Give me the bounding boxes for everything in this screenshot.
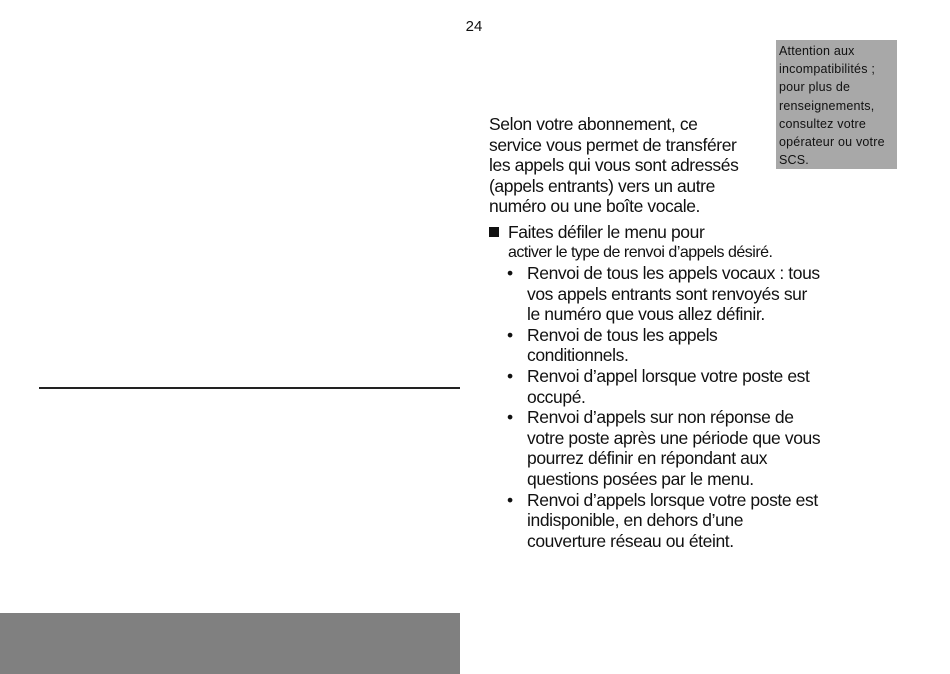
list-item (507, 366, 852, 407)
option-line: • Renvoi d’appels lorsque votre poste est (527, 489, 818, 510)
square-bullet-icon (489, 227, 499, 237)
intro-line: (appels entrants) vers un autre (489, 175, 715, 196)
option-line: • Renvoi de tous les appels vocaux : tous (527, 263, 820, 283)
option-line: vos appels entrants sont renvoyés sur (527, 283, 807, 304)
footer-band (0, 613, 460, 674)
intro-line: numéro ou une boîte vocale. (489, 196, 701, 217)
option-line: le numéro que vous allez définir. (527, 304, 765, 325)
intro-paragraph (489, 114, 765, 217)
option-line: questions posées par le menu. (527, 468, 754, 489)
option-line: indisponible, en dehors d’une (527, 510, 744, 531)
note-line: SCS. (779, 153, 809, 168)
note-line: incompatibilités ; (779, 62, 876, 77)
option-line: pourrez définir en répondant aux (527, 448, 768, 469)
instruction-text: Faites défiler le menu pour (508, 222, 705, 242)
intro-line: les appels qui vous sont adressés (489, 155, 739, 176)
instruction-text-continued: activer le type de renvoi d’appels désiré. (508, 243, 773, 261)
list-item (507, 263, 852, 325)
option-line: votre poste après une période que vous (527, 427, 821, 448)
option-line: conditionnels. (527, 345, 629, 366)
section-divider (39, 387, 460, 389)
forwarding-options-list (507, 263, 852, 551)
list-item (507, 407, 852, 489)
note-line: Attention aux (779, 44, 855, 58)
option-line: • Renvoi d’appels sur non réponse de (527, 407, 794, 428)
note-line: renseignements, (779, 98, 875, 113)
menu-instruction (489, 222, 839, 263)
note-line: pour plus de (779, 80, 851, 95)
note-line: opérateur ou votre (779, 135, 885, 150)
note-line: consultez votre (779, 116, 867, 131)
intro-line: service vous permet de transférer (489, 134, 737, 155)
list-item (507, 490, 852, 552)
page-number: 24 (465, 18, 483, 35)
compatibility-note (776, 40, 897, 169)
option-line: • Renvoi d’appel lorsque votre poste est (527, 365, 810, 386)
intro-line: Selon votre abonnement, ce (489, 114, 698, 134)
option-line: • Renvoi de tous les appels (527, 324, 718, 345)
option-line: occupé. (527, 386, 586, 407)
option-line: couverture réseau ou éteint. (527, 530, 734, 551)
list-item (507, 325, 852, 366)
